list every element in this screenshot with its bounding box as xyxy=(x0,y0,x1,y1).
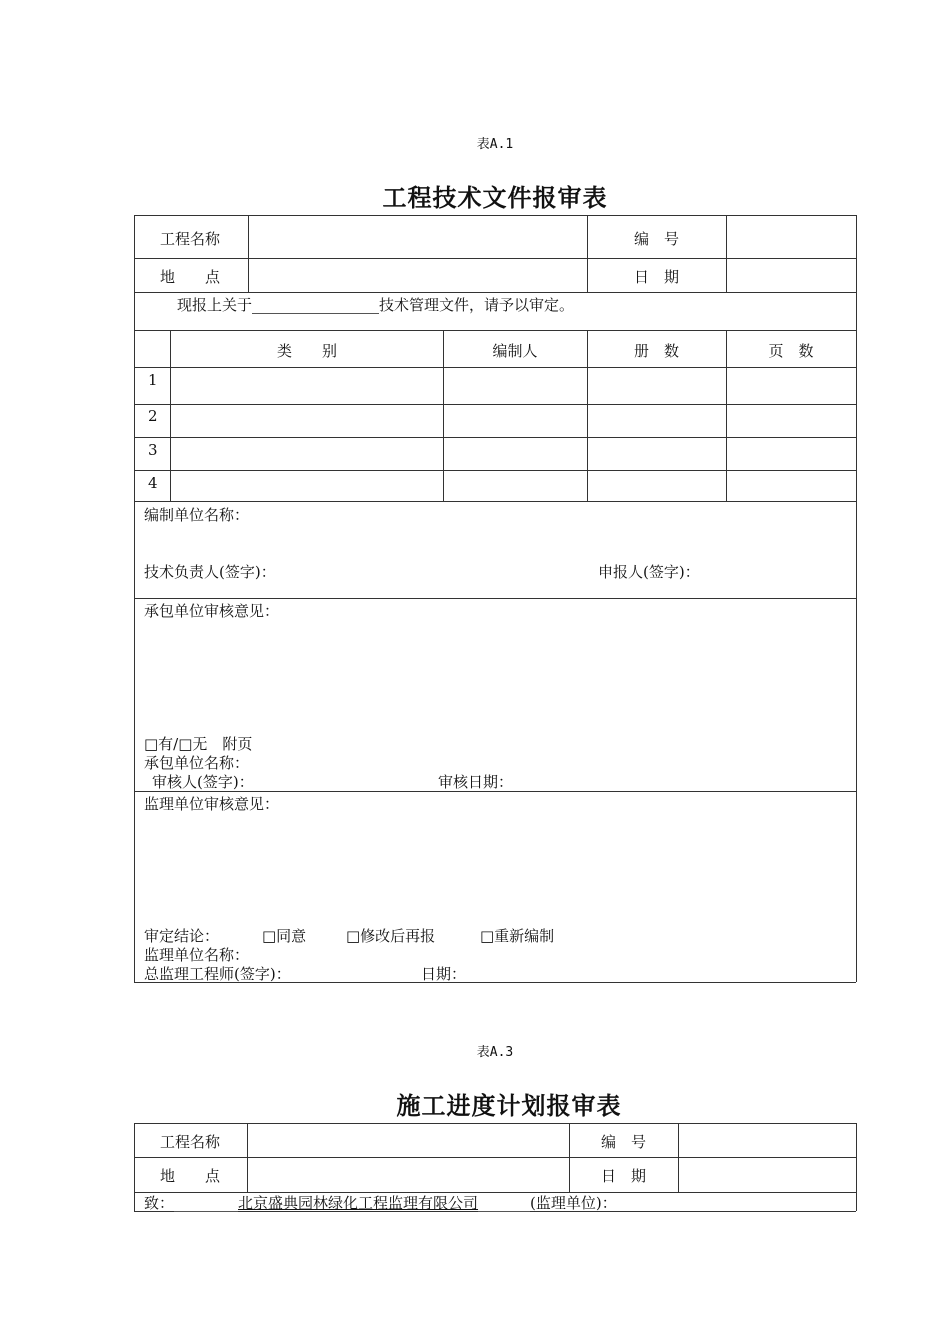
to-blank-lead xyxy=(174,1197,238,1212)
submission-suffix: 技术管理文件，请予以审定。 xyxy=(379,296,575,314)
supervisor-date-label: 日期： xyxy=(421,965,467,983)
submission-prefix: 现报上关于 xyxy=(177,296,253,314)
option-revise-resubmit-checkbox[interactable]: □修改后再报 xyxy=(346,927,436,945)
number-label: 编 号 xyxy=(633,230,679,248)
option-recompile-checkbox[interactable]: □重新编制 xyxy=(480,927,555,945)
a3-number-field[interactable] xyxy=(679,1124,855,1157)
to-blank-trail xyxy=(478,1197,530,1212)
review-date-label: 审核日期： xyxy=(438,773,514,791)
to-suffix: (监理单位)： xyxy=(530,1194,617,1212)
a3-location-label: 地 点 xyxy=(160,1167,221,1185)
a3-date-label: 日 期 xyxy=(600,1167,646,1185)
a3-number-label: 编 号 xyxy=(600,1133,646,1151)
a3-date-field[interactable] xyxy=(679,1158,855,1192)
supervisor-opinion-label: 监理单位审核意见： xyxy=(144,795,280,813)
contractor-opinion-label: 承包单位审核意见： xyxy=(144,602,280,620)
compiler-unit-label: 编制单位名称： xyxy=(144,506,250,524)
to-line xyxy=(144,1194,617,1212)
project-name-label: 工程名称 xyxy=(160,230,221,248)
row-number: 4 xyxy=(148,474,158,492)
option-agree-checkbox[interactable]: □同意 xyxy=(262,927,307,945)
supervisor-company-field[interactable]: 北京盛典园林绿化工程监理有限公司 xyxy=(238,1194,479,1212)
form-a1-title: 工程技术文件报审表 xyxy=(382,184,608,212)
a3-location-field[interactable] xyxy=(248,1158,569,1192)
attachment-checkboxes[interactable]: □有/□无 附页 xyxy=(144,735,253,753)
a3-project-name-label: 工程名称 xyxy=(160,1133,221,1151)
col-header-author: 编制人 xyxy=(492,342,538,360)
tech-lead-signature-label: 技术负责人(签字)： xyxy=(144,563,276,581)
form-a3-title: 施工进度计划报审表 xyxy=(396,1092,622,1120)
row-number: 2 xyxy=(148,407,158,425)
row-number: 1 xyxy=(148,371,158,389)
form-a3-caption: 表A.3 xyxy=(476,1045,514,1060)
date-label: 日 期 xyxy=(633,268,679,286)
to-prefix: 致： xyxy=(144,1194,175,1212)
col-header-pages: 页 数 xyxy=(768,342,814,360)
col-header-volumes: 册 数 xyxy=(633,342,679,360)
row-number: 3 xyxy=(148,441,158,459)
chief-engineer-signature-label: 总监理工程师(签字)： xyxy=(144,965,291,983)
a3-project-name-field[interactable] xyxy=(248,1124,569,1157)
contractor-unit-label: 承包单位名称： xyxy=(144,754,250,772)
conclusion-label: 审定结论： xyxy=(144,927,220,945)
location-label: 地 点 xyxy=(160,268,221,286)
form-a1-caption: 表A.1 xyxy=(476,137,514,152)
applicant-signature-label: 申报人(签字)： xyxy=(598,563,700,581)
col-header-category: 类 别 xyxy=(276,342,337,360)
supervisor-unit-label: 监理单位名称： xyxy=(144,946,250,964)
reviewer-signature-label: 审核人(签字)： xyxy=(152,773,254,791)
